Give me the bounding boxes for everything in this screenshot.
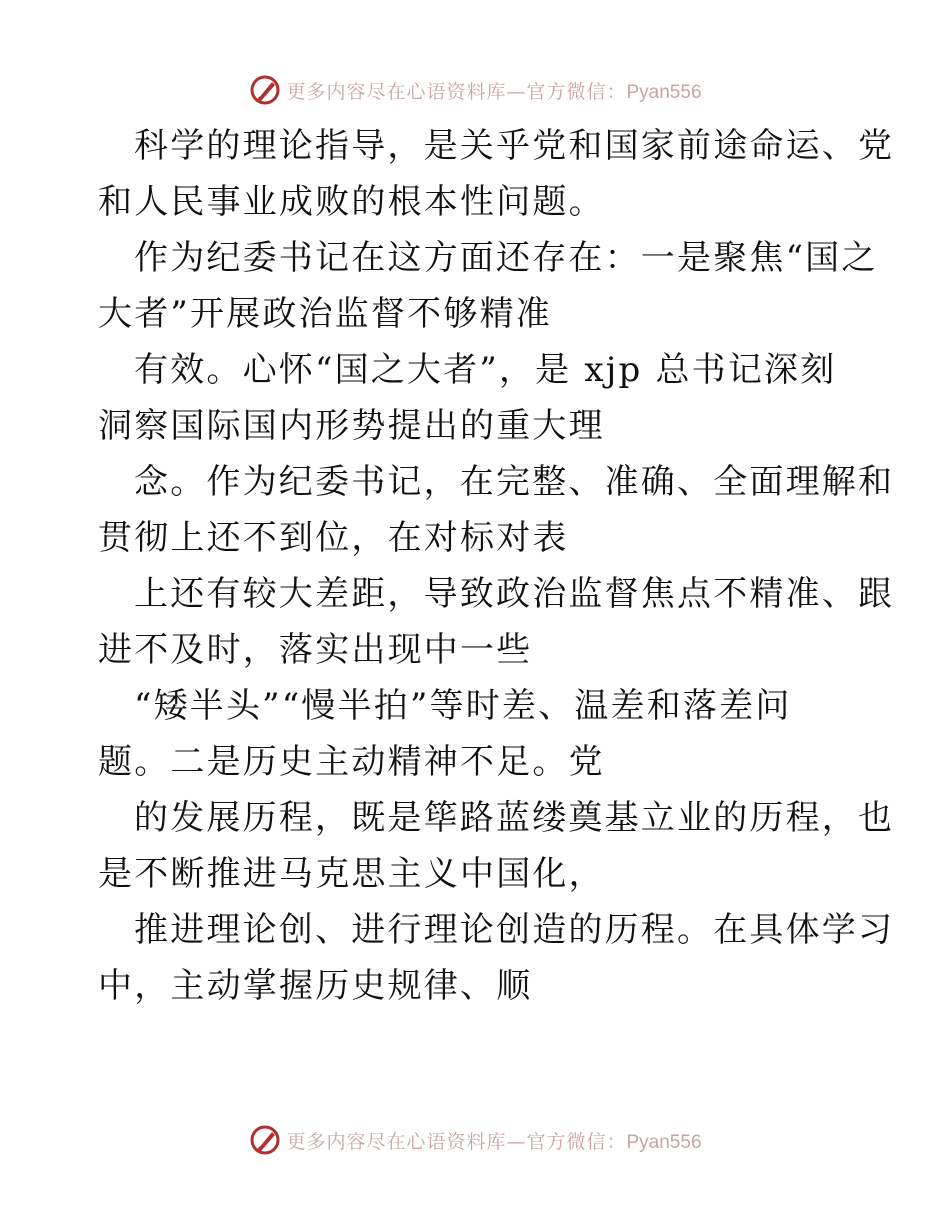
paragraph xyxy=(98,678,858,790)
paragraph xyxy=(98,902,895,1014)
text-line: 上还有较大差距，导致政治监督焦点不精准、跟 xyxy=(134,574,895,614)
paragraph xyxy=(98,566,895,678)
watermark-brand: Pyan556 xyxy=(626,81,702,103)
text-line: 进不及时，落实出现中一些 xyxy=(98,630,533,670)
header-watermark xyxy=(0,70,950,110)
text-line: 和人民事业成败的根本性问题。 xyxy=(98,182,605,222)
text-line: 的发展历程，既是筚路蓝缕奠基立业的历程，也 xyxy=(134,798,895,838)
watermark-text: 更多内容尽在心语资料库—官方微信： xyxy=(286,80,627,103)
paragraph xyxy=(98,790,895,902)
footer-watermark xyxy=(0,1120,950,1160)
quill-pen-logo-icon xyxy=(248,1123,282,1157)
text-line: 念。作为纪委书记，在完整、准确、全面理解和 xyxy=(134,462,895,502)
paragraph xyxy=(98,118,895,230)
text-line: 大者”开展政治监督不够精准 xyxy=(98,294,552,334)
paragraph xyxy=(98,230,878,342)
watermark-text: 更多内容尽在心语资料库—官方微信： xyxy=(286,1130,627,1153)
paragraph xyxy=(98,454,895,566)
text-line: 题。二是历史主动精神不足。党 xyxy=(98,742,605,782)
quill-pen-logo-icon xyxy=(248,73,282,107)
text-line: 贯彻上还不到位，在对标对表 xyxy=(98,518,569,558)
text-line: 科学的理论指导，是关乎党和国家前途命运、党 xyxy=(134,126,895,166)
text-line: 中，主动掌握历史规律、顺 xyxy=(98,966,533,1006)
document-body xyxy=(98,118,895,1014)
text-line: 作为纪委书记在这方面还存在：一是聚焦“国之 xyxy=(134,238,878,278)
text-line: 洞察国际国内形势提出的重大理 xyxy=(98,406,605,446)
text-line: “矮半头”“慢半拍”等时差、温差和落差问 xyxy=(134,686,792,726)
text-line: 推进理论创、进行理论创造的历程。在具体学习 xyxy=(134,910,895,950)
watermark-brand: Pyan556 xyxy=(626,1131,702,1153)
text-line: 有效。心怀“国之大者”，是 xjp 总书记深刻 xyxy=(134,350,837,390)
paragraph xyxy=(98,342,858,454)
text-line: 是不断推进马克思主义中国化， xyxy=(98,854,605,894)
